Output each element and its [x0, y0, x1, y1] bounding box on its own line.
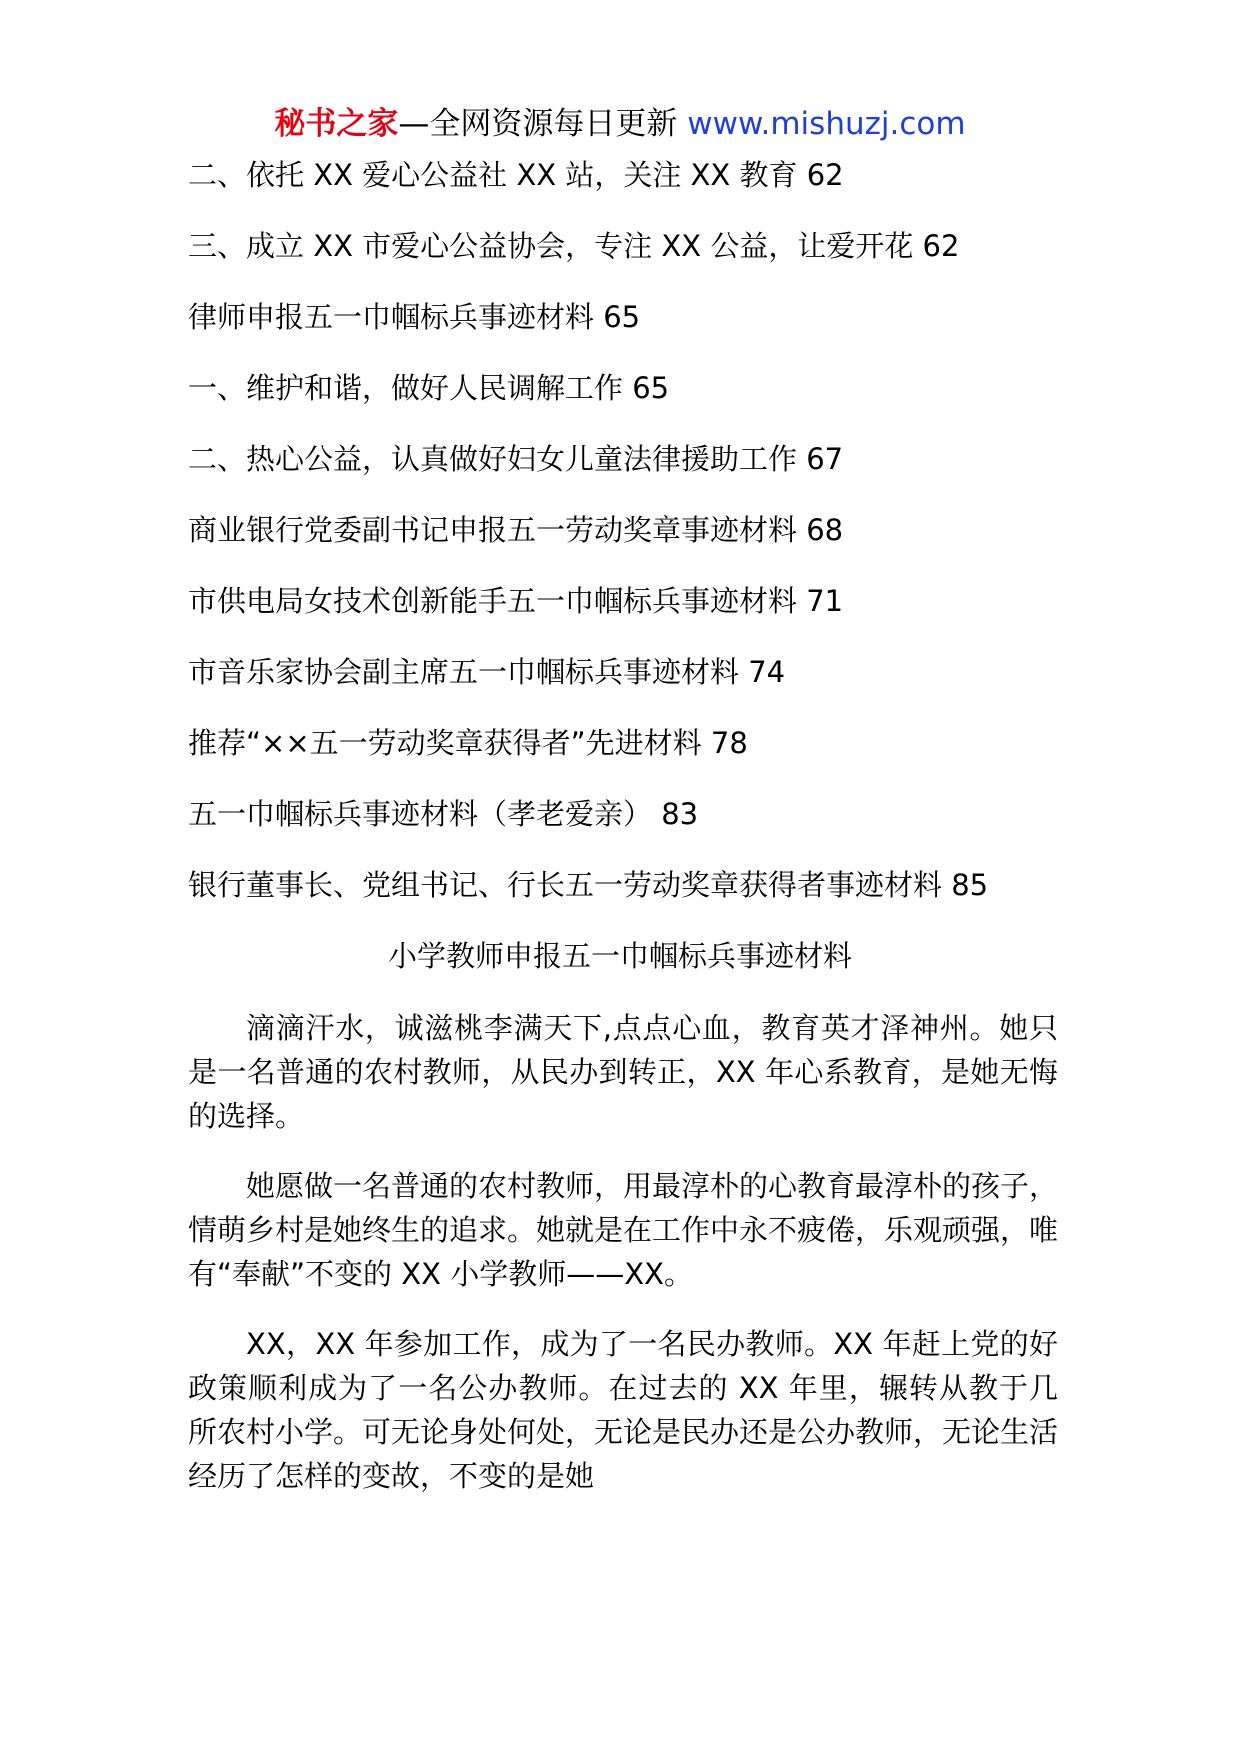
article-body: [188, 1006, 1058, 1524]
article-title: 小学教师申报五一巾帼标兵事迹材料: [387, 939, 852, 973]
page-header: [0, 100, 1240, 148]
site-brand: 秘书之家: [274, 106, 399, 142]
toc-entry[interactable]: 市供电局女技术创新能手五一巾帼标兵事迹材料 71: [188, 584, 844, 618]
toc-entry[interactable]: 商业银行党委副书记申报五一劳动奖章事迹材料 68: [188, 513, 844, 547]
toc-entry[interactable]: 律师申报五一巾帼标兵事迹材料 65: [188, 300, 641, 334]
toc-entry[interactable]: 三、成立 XX 市爱心公益协会，专注 XX 公益，让爱开花 62: [188, 229, 960, 263]
toc-entry[interactable]: 五一巾帼标兵事迹材料（孝老爱亲） 83: [188, 797, 699, 831]
toc-entry[interactable]: 二、热心公益，认真做好妇女儿童法律援助工作 67: [188, 442, 844, 476]
article-paragraph: 滴滴汗水，诚滋桃李满天下,点点心血，教育英才泽神州。她只是一名普通的农村教师，从民办到转正，XX 年心系教育，是她无悔的选择。: [188, 1011, 1058, 1133]
toc-entry[interactable]: 银行董事长、党组书记、行长五一劳动奖章获得者事迹材料 85: [188, 868, 989, 902]
toc-entry[interactable]: 推荐“××五一劳动奖章获得者”先进材料 78: [188, 726, 748, 760]
site-url-link[interactable]: www.mishuzj.com: [687, 106, 966, 142]
article-paragraph: XX，XX 年参加工作，成为了一名民办教师。XX 年赶上党的好政策顺利成为了一名公办教师。在过去的 XX 年里，辗转从教于几所农村小学。可无论身处何处，无论是民办还是公办教师，无论生活经历了怎样的变故，不变的是她: [188, 1327, 1059, 1493]
article-paragraph: 她愿做一名普通的农村教师，用最淳朴的心教育最淳朴的孩子，情萌乡村是她终生的追求。她就是在工作中永不疲倦，乐观顽强，唯有“奉献”不变的 XX 小学教师——XX。: [188, 1169, 1059, 1291]
toc-entry[interactable]: 一、维护和谐，做好人民调解工作 65: [188, 371, 670, 405]
table-of-contents: [188, 145, 1088, 926]
site-tagline: —全网资源每日更新: [398, 106, 688, 142]
toc-entry[interactable]: 二、依托 XX 爱心公益社 XX 站，关注 XX 教育 62: [188, 158, 844, 192]
toc-entry[interactable]: 市音乐家协会副主席五一巾帼标兵事迹材料 74: [188, 655, 786, 689]
